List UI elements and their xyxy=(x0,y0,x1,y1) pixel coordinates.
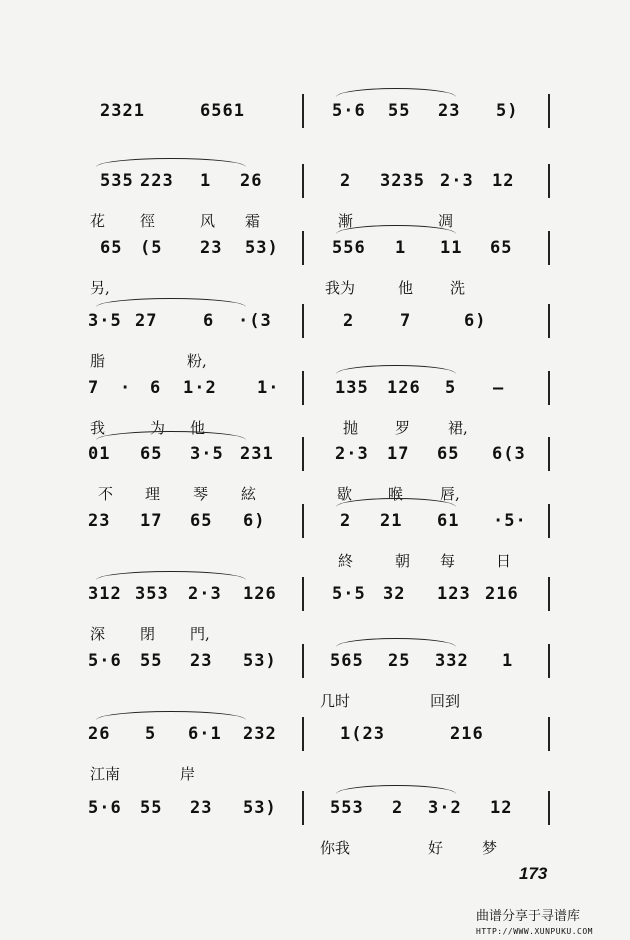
note-group: 26 xyxy=(88,724,111,744)
lyric-syllable: 不 xyxy=(98,485,114,503)
lyric-syllable: 你我 xyxy=(320,839,351,857)
note-group: 216 xyxy=(485,584,519,604)
note-group: (5 xyxy=(140,238,163,258)
barline xyxy=(302,504,304,538)
lyric-syllable: 风 xyxy=(200,212,216,230)
lyric-syllable: 霜 xyxy=(245,212,261,230)
note-group: 65 xyxy=(437,444,460,464)
note-group: 5·6 xyxy=(332,101,366,121)
score-system xyxy=(0,100,630,180)
note-group: 3235 xyxy=(380,171,425,191)
note-group: 216 xyxy=(450,724,484,744)
lyric-syllable: 徑 xyxy=(140,212,156,230)
note-group: 6·1 xyxy=(188,724,222,744)
note-group: 126 xyxy=(387,378,421,398)
page-number: 173 xyxy=(519,864,548,883)
note-group: 3·2 xyxy=(428,798,462,818)
note-group: 7 xyxy=(400,311,412,331)
lyric-syllable: 朝 xyxy=(395,552,411,570)
barline xyxy=(548,791,550,825)
note-group: 2 xyxy=(392,798,404,818)
lyric-syllable: 另, xyxy=(90,279,110,297)
note-group: 556 xyxy=(332,238,366,258)
lyric-syllable: 閉 xyxy=(140,625,156,643)
barline xyxy=(548,371,550,405)
lyric-syllable: 唇, xyxy=(440,485,460,503)
barline xyxy=(302,164,304,198)
lyric-syllable: 梦 xyxy=(482,839,498,857)
note-group: 53) xyxy=(243,651,277,671)
note-group: 5·6 xyxy=(88,798,122,818)
lyric-syllable: 罗 xyxy=(395,419,411,437)
note-group: ·5· xyxy=(493,511,527,531)
lyric-syllable: 日 xyxy=(496,552,512,570)
note-group: 61 xyxy=(437,511,460,531)
barline xyxy=(548,164,550,198)
note-group: 1·2 xyxy=(183,378,217,398)
note-group: 6 xyxy=(203,311,215,331)
note-group: 65 xyxy=(490,238,513,258)
lyric-syllable: 好 xyxy=(428,839,444,857)
lyric-syllable: 回到 xyxy=(430,692,461,710)
note-group: 55 xyxy=(388,101,411,121)
note-group: 17 xyxy=(387,444,410,464)
note-group: 23 xyxy=(200,238,223,258)
note-group: 2·3 xyxy=(188,584,222,604)
note-group: 12 xyxy=(492,171,515,191)
note-group: 6(3 xyxy=(492,444,526,464)
lyric-syllable: 我为 xyxy=(325,279,356,297)
note-group: 23 xyxy=(190,651,213,671)
note-group: 17 xyxy=(140,511,163,531)
lyric-syllable: 每 xyxy=(440,552,456,570)
note-group: 5) xyxy=(496,101,519,121)
lyric-syllable: 江南 xyxy=(90,765,121,783)
note-group: 553 xyxy=(330,798,364,818)
barline xyxy=(548,504,550,538)
barline xyxy=(302,717,304,751)
lyric-syllable: 裙, xyxy=(448,419,468,437)
note-group: 6) xyxy=(464,311,487,331)
note-group: 535 xyxy=(100,171,134,191)
lyric-syllable: 理 xyxy=(145,485,161,503)
note-group: 232 xyxy=(243,724,277,744)
note-group: 2·3 xyxy=(335,444,369,464)
note-group: 55 xyxy=(140,651,163,671)
lyric-syllable: 花 xyxy=(90,212,106,230)
barline xyxy=(548,717,550,751)
note-group: 123 xyxy=(437,584,471,604)
note-group: 2321 xyxy=(100,101,145,121)
note-group: 2·3 xyxy=(440,171,474,191)
barline xyxy=(548,644,550,678)
note-group: 2 xyxy=(340,511,352,531)
lyric-syllable: 为 xyxy=(150,419,166,437)
score-system xyxy=(0,510,630,590)
score-system xyxy=(0,650,630,730)
note-group: 25 xyxy=(388,651,411,671)
note-group: 312 xyxy=(88,584,122,604)
note-group: 21 xyxy=(380,511,403,531)
note-group: 1(23 xyxy=(340,724,385,744)
note-group: 27 xyxy=(135,311,158,331)
note-group: 5·6 xyxy=(88,651,122,671)
note-group: 6) xyxy=(243,511,266,531)
lyric-syllable: 他 xyxy=(398,279,414,297)
slur-mark xyxy=(336,88,456,97)
lyric-syllable: 他 xyxy=(190,419,206,437)
barline xyxy=(302,304,304,338)
lyric-syllable: 門, xyxy=(190,625,210,643)
watermark xyxy=(476,909,593,939)
note-group: 53) xyxy=(245,238,279,258)
note-group: 55 xyxy=(140,798,163,818)
note-group: 32 xyxy=(383,584,406,604)
note-group: 5 xyxy=(145,724,157,744)
note-group: 65 xyxy=(100,238,123,258)
note-group: 53) xyxy=(243,798,277,818)
note-group: 6 xyxy=(150,378,162,398)
watermark-text: 曲谱分享于寻谱库 xyxy=(476,908,581,923)
note-group: 23 xyxy=(190,798,213,818)
note-group: 65 xyxy=(190,511,213,531)
note-group: 65 xyxy=(140,444,163,464)
lyric-syllable: 几时 xyxy=(320,692,351,710)
lyric-syllable: 凋 xyxy=(438,212,454,230)
note-group: 11 xyxy=(440,238,463,258)
note-group: 5 xyxy=(445,378,457,398)
note-group: 01 xyxy=(88,444,111,464)
lyric-syllable: 粉, xyxy=(187,352,207,370)
note-group: · xyxy=(120,378,132,398)
barline xyxy=(302,791,304,825)
note-group: 1 xyxy=(395,238,407,258)
note-group: 3·5 xyxy=(190,444,224,464)
note-group: ·(3 xyxy=(238,311,272,331)
note-group: 1 xyxy=(200,171,212,191)
barline xyxy=(302,644,304,678)
note-group: 23 xyxy=(88,511,111,531)
note-group: 126 xyxy=(243,584,277,604)
note-group: 3·5 xyxy=(88,311,122,331)
note-group: 565 xyxy=(330,651,364,671)
note-group: 5·5 xyxy=(332,584,366,604)
barline xyxy=(302,371,304,405)
note-group: 12 xyxy=(490,798,513,818)
note-group: 1· xyxy=(257,378,280,398)
lyric-syllable: 深 xyxy=(90,625,106,643)
note-group: 2 xyxy=(343,311,355,331)
lyric-syllable: 洗 xyxy=(450,279,466,297)
note-group: 353 xyxy=(135,584,169,604)
score-system xyxy=(0,237,630,317)
lyric-syllable: 我 xyxy=(90,419,106,437)
score-system xyxy=(0,723,630,803)
lyric-syllable: 終 xyxy=(338,552,354,570)
note-group: 332 xyxy=(435,651,469,671)
lyric-syllable: 喉 xyxy=(388,485,404,503)
note-group: 6561 xyxy=(200,101,245,121)
note-group: 135 xyxy=(335,378,369,398)
barline xyxy=(548,304,550,338)
note-group: — xyxy=(493,378,505,398)
barline xyxy=(548,577,550,611)
lyric-syllable: 絃 xyxy=(241,485,257,503)
note-group: 7 xyxy=(88,378,100,398)
note-group: 2 xyxy=(340,171,352,191)
note-group: 23 xyxy=(438,101,461,121)
barline xyxy=(548,231,550,265)
lyric-syllable: 漸 xyxy=(338,212,354,230)
barline xyxy=(302,94,304,128)
barline xyxy=(548,94,550,128)
barline xyxy=(302,231,304,265)
barline xyxy=(302,577,304,611)
barline xyxy=(548,437,550,471)
note-group: 223 xyxy=(140,171,174,191)
note-group: 1 xyxy=(502,651,514,671)
note-group: 26 xyxy=(240,171,263,191)
lyric-syllable: 脂 xyxy=(90,352,106,370)
note-group: 231 xyxy=(240,444,274,464)
lyric-syllable: 歇 xyxy=(337,485,353,503)
barline xyxy=(302,437,304,471)
lyric-syllable: 抛 xyxy=(343,419,359,437)
lyric-syllable: 岸 xyxy=(180,765,196,783)
lyric-syllable: 琴 xyxy=(193,485,209,503)
watermark-url: HTTP://WWW.XUNPUKU.COM xyxy=(476,927,593,936)
